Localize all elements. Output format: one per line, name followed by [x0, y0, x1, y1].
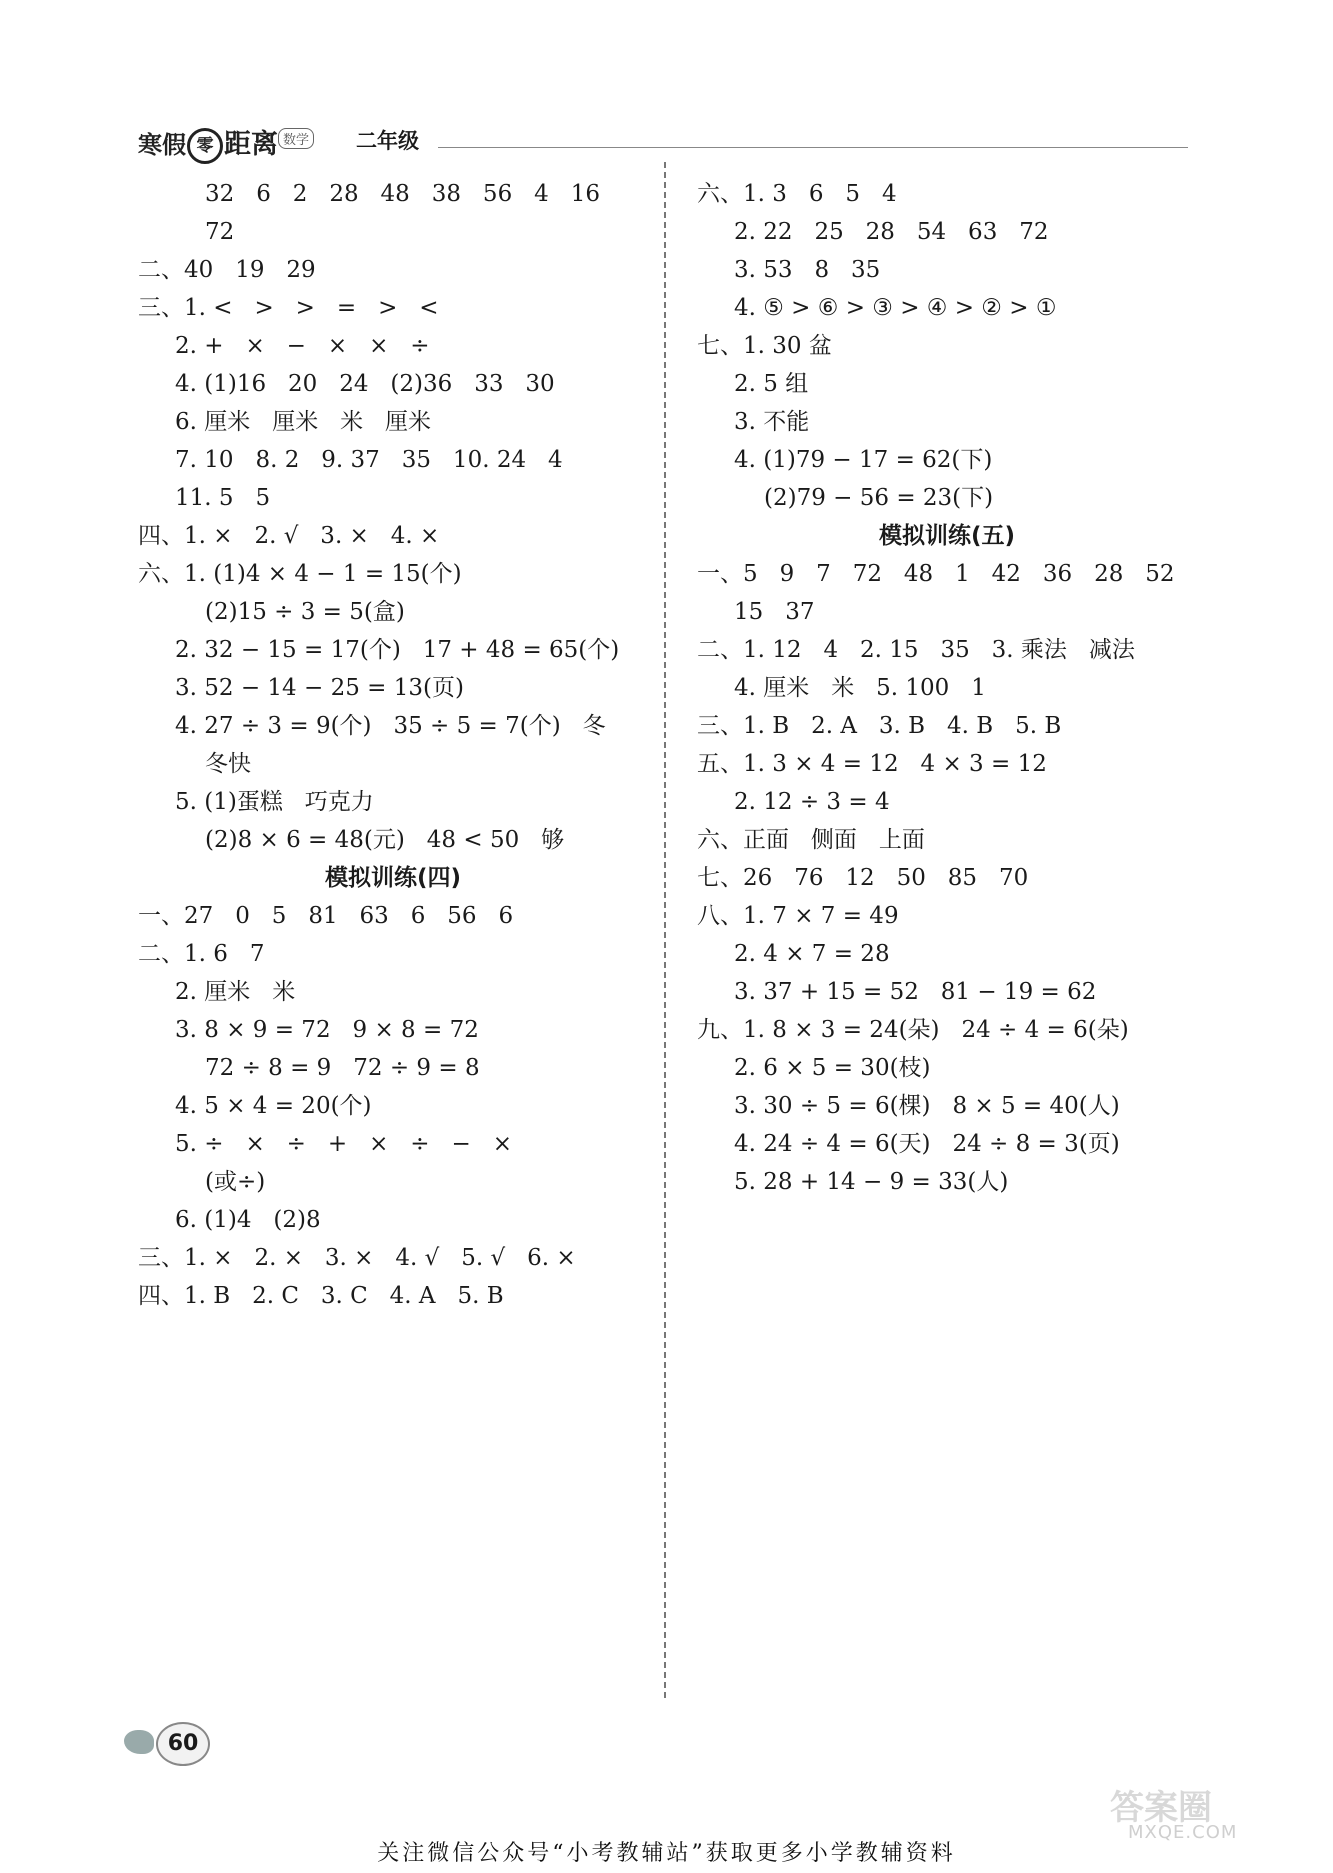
answer-line: 6. (1)4 (2)8: [175, 1207, 321, 1233]
answer-line: 3. 8 × 9 = 72 9 × 8 = 72: [175, 1017, 479, 1043]
answer-line: 二、40 19 29: [138, 257, 316, 283]
answer-line: 5. 28 + 14 − 9 = 33(人): [734, 1169, 1009, 1195]
right-column: [697, 168, 1197, 1208]
answer-line: 4. 5 × 4 = 20(个): [175, 1093, 372, 1119]
answer-line: 2. + × − × × ÷: [175, 333, 430, 359]
answer-line: 11. 5 5: [175, 485, 271, 511]
page-header: [138, 122, 1188, 160]
answer-line: 2. 4 × 7 = 28: [734, 941, 890, 967]
answer-line: 2. 6 × 5 = 30(枝): [734, 1055, 931, 1081]
answer-line: (2)15 ÷ 3 = 5(盒): [205, 599, 405, 625]
answer-line: 5. ÷ × ÷ + × ÷ − ×: [175, 1131, 512, 1157]
page-number-badge: [118, 1720, 228, 1764]
answer-line: 15 37: [734, 599, 815, 625]
answer-line: 7. 10 8. 2 9. 37 35 10. 24 4: [175, 447, 563, 473]
watermark-logo: 答案圈: [1110, 1788, 1212, 1828]
answer-line: (2)8 × 6 = 48(元) 48 < 50 够: [205, 827, 565, 853]
answer-line: 一、27 0 5 81 63 6 56 6: [138, 903, 514, 929]
answer-line: 32 6 2 28 48 38 56 4 16: [205, 181, 600, 207]
answer-line: 5. (1)蛋糕 巧克力: [175, 789, 374, 815]
page-number: 60: [156, 1722, 210, 1766]
answer-line: 八、1. 7 × 7 = 49: [697, 903, 899, 929]
book-logo: [138, 122, 314, 164]
watermark-url: MXQE.COM: [1128, 1822, 1238, 1843]
answer-line: 4. 24 ÷ 4 = 6(天) 24 ÷ 8 = 3(页): [734, 1131, 1120, 1157]
column-divider: [664, 162, 666, 1698]
answer-line: 九、1. 8 × 3 = 24(朵) 24 ÷ 4 = 6(朵): [697, 1017, 1129, 1043]
answer-line: (2)79 − 56 = 23(下): [764, 485, 994, 511]
answer-line: 七、1. 30 盆: [697, 333, 832, 359]
answer-line: 四、1. B 2. C 3. C 4. A 5. B: [138, 1283, 504, 1309]
section-title: 模拟训练(四): [324, 865, 462, 891]
answer-line: 一、5 9 7 72 48 1 42 36 28 52: [697, 561, 1175, 587]
subject-badge: 数学: [278, 128, 314, 149]
answer-line: (或÷): [205, 1169, 266, 1195]
answer-line: 2. 5 组: [734, 371, 809, 397]
answer-line: 3. 53 8 35: [734, 257, 881, 283]
answer-line: 2. 厘米 米: [175, 979, 296, 1005]
answer-line: 3. 30 ÷ 5 = 6(棵) 8 × 5 = 40(人): [734, 1093, 1120, 1119]
answer-line: 五、1. 3 × 4 = 12 4 × 3 = 12: [697, 751, 1047, 777]
answer-line: 3. 37 + 15 = 52 81 − 19 = 62: [734, 979, 1097, 1005]
answer-line: 4. (1)79 − 17 = 62(下): [734, 447, 993, 473]
answer-line: 七、26 76 12 50 85 70: [697, 865, 1029, 891]
logo-circle: 零: [187, 128, 223, 164]
answer-line: 六、正面 侧面 上面: [697, 827, 925, 853]
logo-text-1: 寒假: [138, 131, 186, 159]
answer-line: 4. (1)16 20 24 (2)36 33 30: [175, 371, 555, 397]
bird-icon: [124, 1730, 154, 1754]
answer-line: 二、1. 6 7: [138, 941, 265, 967]
answer-line: 六、1. 3 6 5 4: [697, 181, 897, 207]
answer-line: 冬快: [205, 751, 251, 777]
header-rule: [438, 147, 1188, 148]
answer-line: 4. ⑤ > ⑥ > ③ > ④ > ② > ①: [734, 295, 1057, 321]
footer-notice: 关注微信公众号“小考教辅站”获取更多小学教辅资料: [377, 1841, 956, 1866]
answer-line: 三、1. × 2. × 3. × 4. √ 5. √ 6. ×: [138, 1245, 576, 1271]
answer-line: 72: [205, 219, 235, 245]
left-column: [138, 168, 648, 1322]
answer-line: 四、1. × 2. √ 3. × 4. ×: [138, 523, 440, 549]
answer-line: 六、1. (1)4 × 4 − 1 = 15(个): [138, 561, 462, 587]
answer-line: 72 ÷ 8 = 9 72 ÷ 9 = 8: [205, 1055, 480, 1081]
answer-line: 3. 不能: [734, 409, 810, 435]
answer-line: 2. 12 ÷ 3 = 4: [734, 789, 890, 815]
answer-line: 6. 厘米 厘米 米 厘米: [175, 409, 432, 435]
answer-line: 4. 27 ÷ 3 = 9(个) 35 ÷ 5 = 7(个) 冬: [175, 713, 606, 739]
logo-text-2: 距离: [224, 129, 278, 160]
section-title: 模拟训练(五): [878, 523, 1016, 549]
answer-line: 2. 32 − 15 = 17(个) 17 + 48 = 65(个): [175, 637, 620, 663]
answer-line: 3. 52 − 14 − 25 = 13(页): [175, 675, 464, 701]
answer-line: 二、1. 12 4 2. 15 35 3. 乘法 减法: [697, 637, 1135, 663]
answer-line: 三、1. B 2. A 3. B 4. B 5. B: [697, 713, 1062, 739]
answer-line: 2. 22 25 28 54 63 72: [734, 219, 1049, 245]
grade-label: 二年级: [356, 129, 419, 153]
answer-line: 三、1. < > > = > <: [138, 295, 439, 321]
answer-line: 4. 厘米 米 5. 100 1: [734, 675, 986, 701]
